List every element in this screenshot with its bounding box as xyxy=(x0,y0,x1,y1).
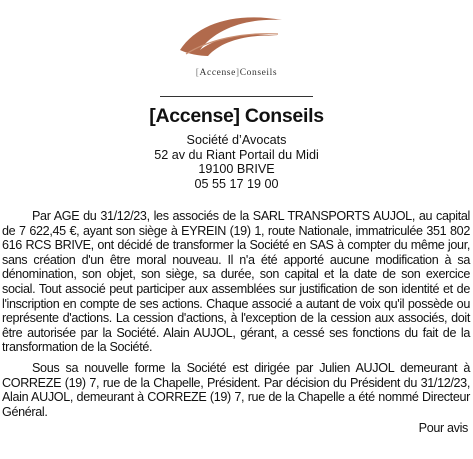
logo xyxy=(0,6,473,84)
signature: Pour avis xyxy=(418,421,468,436)
city: 19100 BRIVE xyxy=(198,162,275,177)
notice-paragraph-2: Sous sa nouvelle forme la Société est dirigée par Julien AUJOL demeurant à CORREZE (19) 7, rue de la Chapelle, Président. Par décision du Président du 31/12/23, Alain AUJOL, demeurant à CORREZE (19) 7, rue de la Chapelle a été nommé Directeur Général. xyxy=(2,360,470,419)
phone: 05 55 17 19 00 xyxy=(194,176,279,191)
notice-paragraph-1: Par AGE du 31/12/23, les associés de la SARL TRANSPORTS AUJOL, au capital de 7 622,45 €, ayant son siège à EYREIN (19) 1, route Nationale, immatriculée 351 802 616 RCS BRIVE, ont décidé de transformer la Société en SAS à compter du même jour, sans création d'un être moral nouveau. Il n'a été apporté aucune modification à sa dénomination, son objet, son siège, sa durée, son capital et la date de son exercice social. Tout associé peut participer aux assemblées sur justification de son identité et de l'inscription en compte de ses actions. Chaque associé a autant de voix qu'il possède ou représente d'actions. La cession d'actions, à l'exception de la cession aux associés, doit être autorisée par la Société. Alain AUJOL, gérant, a cessé ses fonctions du fait de la transformation de la Société. xyxy=(2,209,470,355)
logo-wordmark: [Accense]Conseils xyxy=(195,68,278,78)
firm-name: [Accense] Conseils xyxy=(149,105,324,127)
firm-type: Société d’Avocats xyxy=(186,133,287,147)
firm-address xyxy=(0,133,473,191)
street-address: 52 av du Riant Portail du Midi xyxy=(154,147,319,162)
header-divider xyxy=(160,96,313,97)
notice-body xyxy=(2,209,470,436)
swoosh-logo-icon xyxy=(178,10,286,60)
